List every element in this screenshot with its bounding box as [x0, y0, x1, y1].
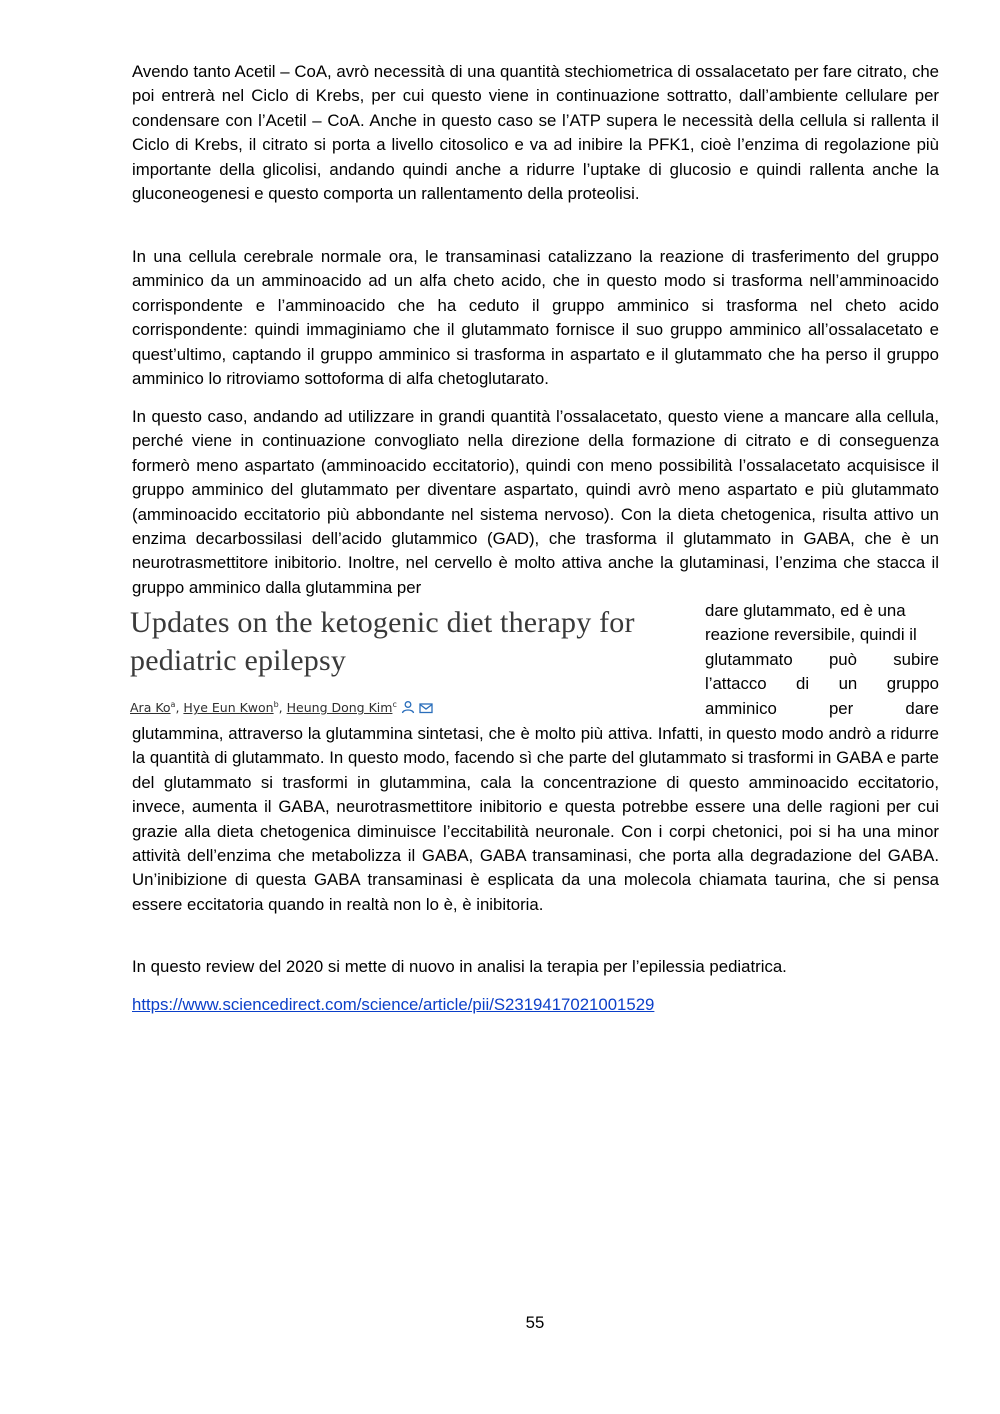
- article-link[interactable]: https://www.sciencedirect.com/science/article/pii/S2319417021001529: [132, 995, 655, 1014]
- author-separator: ,: [175, 700, 180, 716]
- paragraph-krebs: Avendo tanto Acetil – CoA, avrò necessità di una quantità stechiometrica di ossalacetato per fare citrato, che poi entrerà nel Ciclo di Krebs, per cui questo viene in continuazione sottratto, dall’ambiente cellulare per condensare con l’Acetil – CoA. Anche in questo caso se l’ATP supera le necessità della cellula si rallenta il Ciclo di Krebs, il citrato si porta a livello citosolico e va ad inibire la PFK1, cioè l’enzima di regolazione più importante della glicolisi, andando quindi anche a ridurre l’uptake di glucosio e quindi rallenta anche la gluconeogenesi e questo comporta un rallentamento della proteolisi.: [132, 62, 939, 204]
- article-title-line-2: pediatric epilepsy: [130, 644, 347, 677]
- wrapped-line: reazione reversibile, quindi il: [705, 625, 917, 645]
- paragraph-transaminases: In una cellula cerebrale normale ora, le transaminasi catalizzano la reazione di trasferimento del gruppo amminico da un amminoacido ad un alfa cheto acido, che in questo modo si trasforma nell’amminoacido corrispondente e l’amminoacido che ha ceduto il gruppo amminico si trasforma nel cheto acido corrispondente: quindi immaginiamo che il glutammato fornisce il suo gruppo amminico all’ossalacetato e quest’ultimo, captando il gruppo amminico si trasforma in aspartato e il glutammato che ha perso il gruppo amminico lo ritroviamo sottoforma di alfa chetoglutarato.: [132, 247, 939, 389]
- article-authors: [130, 700, 433, 715]
- wrapped-text-column: [705, 599, 939, 721]
- wrapped-line: dare glutammato, ed è una: [705, 601, 906, 620]
- paragraph-glutamine: glutammina, attraverso la glutammina sintetasi, che è molto più attiva. Infatti, in questo modo andrò a ridurre la quantità di glutammato. In questo modo, facendo sì che parte del glutammato si trasformi in GABA e parte del glutammato si trasformi in glutammina, cala la concentrazione di questo amminoacido eccitatorio, invece, aumenta il GABA, neurotrasmettitore inibitorio e questa potrebbe essere una delle ragioni per cui grazie alla dieta chetogenica diminuisce l’eccitabilità neuronale. Con i corpi chetonici, poi si ha una minor attività dell’enzima che metabolizza il GABA, GABA transaminasi, che porta alla degradazione del GABA. Un’inibizione di questa GABA transaminasi è esplicata da una molecola chiamata taurina, che si pensa essere eccitatoria quando in realtà non lo è, è inibitoria.: [132, 724, 939, 914]
- paragraph-oxaloacetate: In questo caso, andando ad utilizzare in grandi quantità l’ossalacetato, questo viene a mancare alla cellula, perché viene in continuazione convogliato nella direzione della formazione di citrato e di conseguenza formerò meno aspartato (amminoacido eccitatorio), quindi con meno possibilità l’ossalacetato acquisisce il gruppo amminico del glutammato per diventare aspartato, quindi avrò meno aspartato e più glutammato (amminoacido eccitatorio più abbondante nel sistema nervoso). Con la dieta chetogenica, risulta attivo un enzima decarbossilasi dell’acido glutammico (GAD), che trasforma il glutammato in GABA, che è un neurotrasmettitore inibitorio. Inoltre, nel cervello è molto attiva anche la glutaminasi, l’enzima che stacca il gruppo amminico dalla glutammina per: [132, 407, 939, 597]
- author-name: Hye Eun Kwon: [183, 700, 274, 716]
- page-number: 55: [525, 1313, 545, 1332]
- author-affiliation: c: [392, 700, 397, 709]
- person-icon: [401, 700, 415, 714]
- article-title-line-1: Updates on the ketogenic diet therapy for: [130, 606, 635, 639]
- wrapped-line: amminico per dare: [705, 698, 939, 718]
- article-title: [130, 604, 692, 680]
- author-name: Ara Ko: [130, 700, 171, 716]
- author-affiliation: b: [273, 700, 279, 709]
- author-affiliation: a: [170, 700, 176, 709]
- author-separator: ,: [278, 700, 283, 716]
- article-header-image: [130, 604, 692, 724]
- wrapped-line: l’attacco di un gruppo: [705, 674, 939, 694]
- author-name: Heung Dong Kim: [286, 700, 393, 716]
- envelope-icon: [419, 702, 433, 714]
- paragraph-review-2020: In questo review del 2020 si mette di nuovo in analisi la terapia per l’epilessia pediatrica.: [132, 957, 787, 976]
- wrapped-line: glutammato può subire: [705, 649, 939, 669]
